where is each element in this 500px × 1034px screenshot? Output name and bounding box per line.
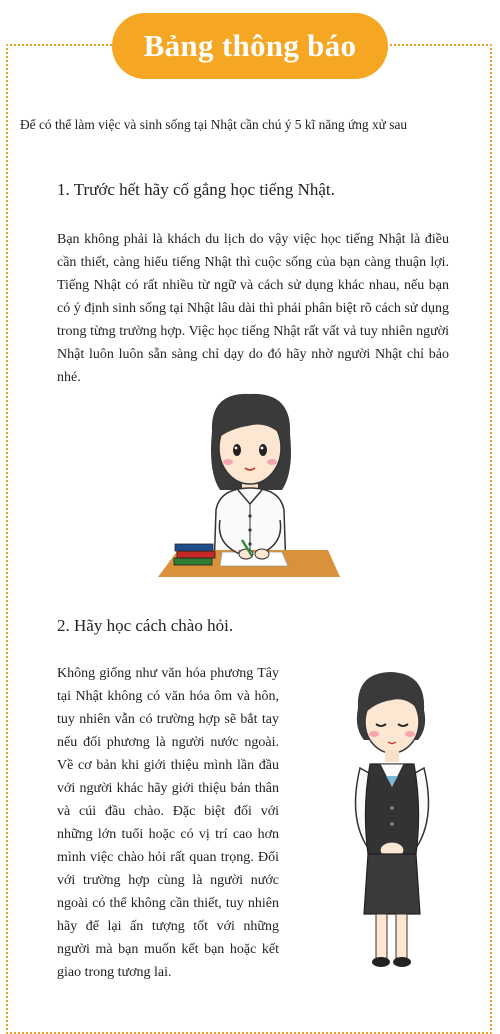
studying-woman-illustration: [150, 392, 350, 582]
page-title: Bảng thông báo: [143, 28, 357, 63]
title-banner: [112, 13, 388, 79]
bowing-woman-illustration: [330, 668, 450, 973]
section-1-body: Bạn không phải là khách du lịch do vậy việc học tiếng Nhật là điều cần thiết, càng hiểu tiếng Nhật thì cuộc sống của bạn càng thuận lợi. Tiếng Nhật có rất nhiều từ ngữ và cách sử dụng khác nhau, nếu bạn có ý định sinh sống tại Nhật lâu dài thì phải phân biệt rõ cách sử dụng trong từng trường hợp. Việc học tiếng Nhật rất vất vả tuy nhiên người Nhật luôn luôn sẵn sàng chỉ dạy do đó hãy nhờ người Nhật chỉ bảo nhé.: [57, 232, 449, 385]
intro-text: Để có thể làm việc và sinh sống tại Nhật cần chú ý 5 kĩ năng ứng xử sau: [20, 117, 408, 132]
section-2-body: Không giống như văn hóa phương Tây tại Nhật không có văn hóa ôm và hôn, tuy nhiên vẫn có trường hợp sẽ bắt tay nếu đối phương là người nước ngoài. Về cơ bản khi giới thiệu mình lần đầu với người khác hãy giới thiệu bản thân và cúi đầu chào. Đặc biệt đối với những lớn tuổi hoặc có vị trí cao hơn mình việc chào hỏi rất quan trọng. Đối với trường hợp cùng là người nước ngoài có thể không cần thiết, tuy nhiên hãy để lại ấn tượng tốt với những người mà bạn muốn kết bạn hoặc kết giao trong tương lai.: [57, 666, 279, 980]
section-1-heading: 1. Trước hết hãy cố gắng học tiếng Nhật.: [57, 180, 335, 199]
section-2-heading: 2. Hãy học cách chào hỏi.: [57, 616, 234, 635]
